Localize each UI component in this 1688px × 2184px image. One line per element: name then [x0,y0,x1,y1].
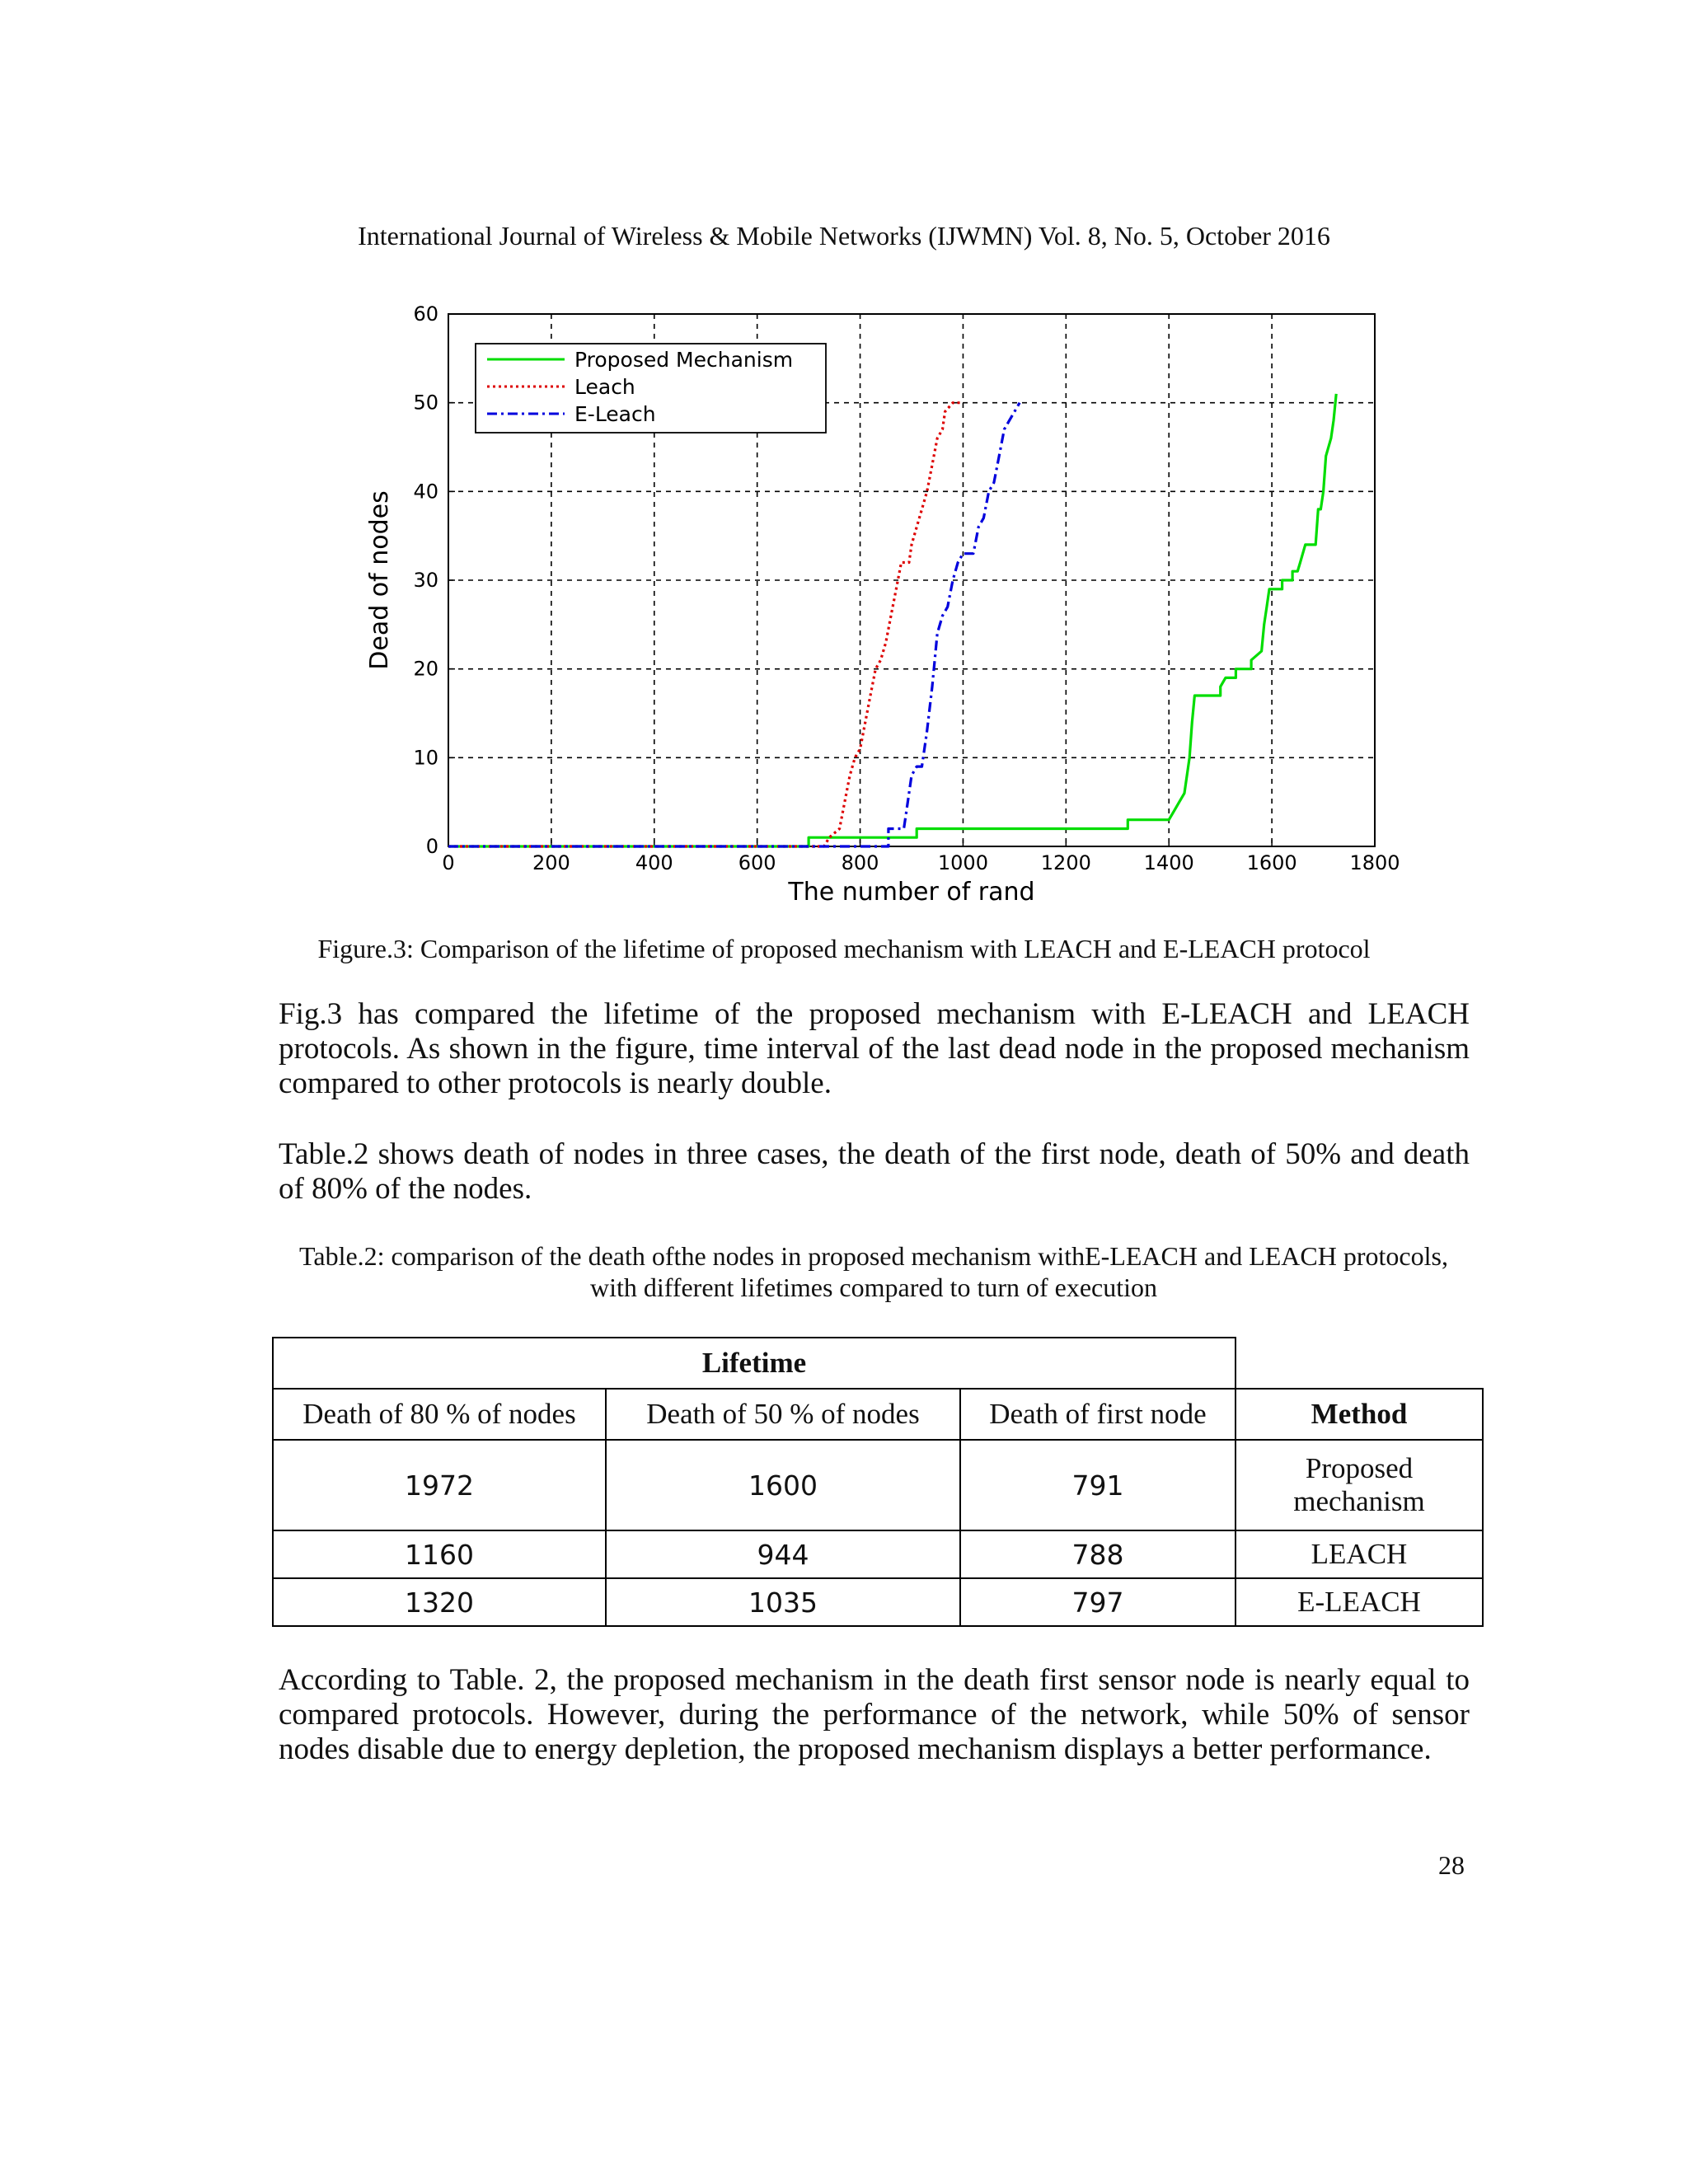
y-tick-label: 10 [413,746,438,770]
table-cell-method: Proposed mechanism [1236,1440,1483,1530]
x-tick-label: 1400 [1143,851,1194,874]
figure-3 [346,293,1426,915]
x-tick-label: 0 [442,851,455,874]
paragraph-1: Fig.3 has compared the lifetime of the proposed mechanism with E-LEACH and LEACH protocols. As shown in the figure, time interval of the last dead node in the proposed mechanism compared to other protocols is nearly double. [279,997,1470,1100]
page-number: 28 [1438,1850,1465,1880]
table-cell-method: E-LEACH [1236,1578,1483,1626]
column-header-method: Method [1236,1389,1483,1440]
lifetime-table [272,1337,1484,1627]
series-line-3 [448,403,1020,846]
paragraph-3: According to Table. 2, the proposed mechanism in the death first sensor node is nearly equal to compared protocols. However, during the performance of the network, while 50% of sensor nodes disable due to energy depletion, the proposed mechanism displays a better performance. [279,1663,1470,1766]
table-cell-method: LEACH [1236,1530,1483,1578]
x-tick-label: 1600 [1246,851,1297,874]
x-tick-label: 1000 [937,851,988,874]
table-group-header-row [273,1338,1483,1389]
y-tick-label: 30 [413,569,438,592]
table-cell: 944 [606,1530,960,1578]
series-line-1 [448,394,1336,846]
column-header-death-first: Death of first node [960,1389,1236,1440]
y-tick-label: 60 [413,302,438,326]
paragraph-2: Table.2 shows death of nodes in three cases, the death of the first node, death of 50% and death of 80% of the nodes. [279,1137,1470,1206]
legend-label-1: Proposed Mechanism [574,348,794,372]
y-axis-label: Dead of nodes [365,490,394,670]
table-cell: 797 [960,1578,1236,1626]
table-row [273,1578,1483,1626]
table-cell: 1600 [606,1440,960,1530]
figure-caption: Figure.3: Comparison of the lifetime of proposed mechanism with LEACH and E-LEACH protocol [317,934,1371,963]
column-header-death-50: Death of 50 % of nodes [606,1389,960,1440]
table-cell: 1320 [273,1578,606,1626]
x-tick-label: 800 [841,851,879,874]
table-cell: 1972 [273,1440,606,1530]
y-tick-label: 20 [413,657,438,681]
y-tick-label: 0 [425,835,438,858]
x-tick-label: 1800 [1349,851,1400,874]
table-cell: 1160 [273,1530,606,1578]
x-tick-label: 200 [532,851,570,874]
series-line-2 [448,403,963,846]
legend-label-3: E-Leach [574,402,656,426]
lifetime-chart [346,293,1426,915]
table-row [273,1530,1483,1578]
x-tick-label: 400 [635,851,673,874]
table-cell: 791 [960,1440,1236,1530]
table-row [273,1440,1483,1530]
empty-corner-cell [1236,1338,1483,1389]
x-tick-label: 600 [738,851,776,874]
table-cell: 788 [960,1530,1236,1578]
table-cell: 1035 [606,1578,960,1626]
legend-label-2: Leach [574,375,635,399]
column-header-death-80: Death of 80 % of nodes [273,1389,606,1440]
journal-header: International Journal of Wireless & Mobile Networks (IJWMN) Vol. 8, No. 5, October 2016 [358,221,1330,251]
y-tick-label: 50 [413,391,438,415]
lifetime-group-header: Lifetime [273,1338,1236,1389]
y-tick-label: 40 [413,480,438,504]
table-caption: Table.2: comparison of the death ofthe nodes in proposed mechanism withE-LEACH and LEACH protocols, with different lifetimes compared to turn of execution [299,1241,1448,1302]
table-header-row [273,1389,1483,1440]
x-axis-label: The number of rand [788,878,1035,907]
x-tick-label: 1200 [1040,851,1091,874]
